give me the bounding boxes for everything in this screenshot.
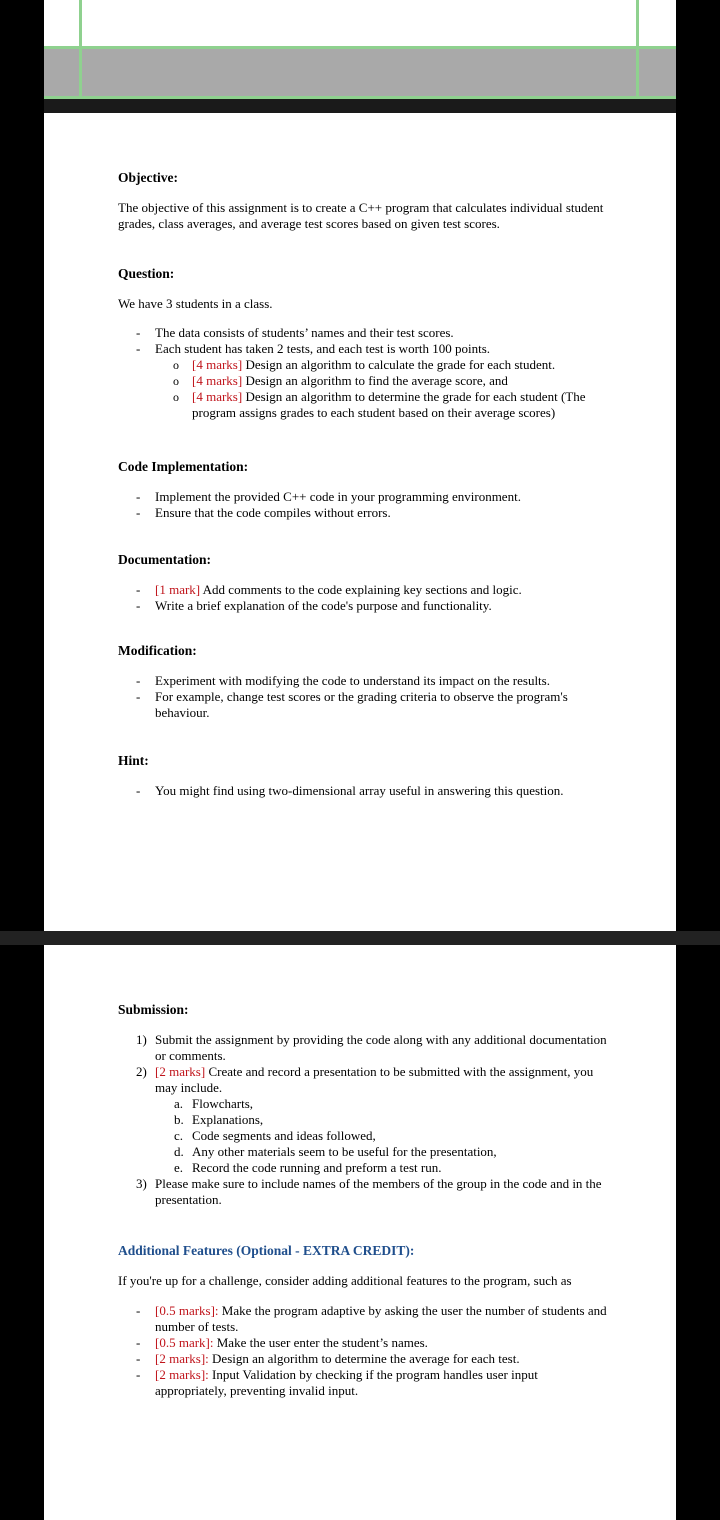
hint-heading: Hint: — [118, 753, 149, 768]
question-bullets — [118, 325, 608, 357]
sheet-gridline — [16, 96, 676, 99]
page-gap — [0, 931, 720, 945]
objective-heading: Objective: — [118, 170, 178, 185]
hint-bullets — [118, 783, 608, 799]
modification-section — [118, 643, 608, 721]
list-item: c. Code segments and ideas followed, — [174, 1128, 376, 1143]
list-item: a. Flowcharts, — [174, 1096, 254, 1111]
list-item: - Ensure that the code compiles without errors. — [118, 505, 608, 521]
submission-heading: Submission: — [118, 1002, 189, 1017]
list-item: - Write a brief explanation of the code's purpose and functionality. — [118, 598, 608, 614]
document-page-2 — [44, 945, 676, 1520]
submission-sublist — [118, 1096, 608, 1176]
submission-list-cont — [118, 1176, 608, 1208]
sheet-gridline — [16, 46, 676, 49]
question-heading: Question: — [118, 266, 175, 281]
additional-features-heading: Additional Features (Optional - EXTRA CREDIT): — [118, 1243, 415, 1258]
list-item: - Experiment with modifying the code to understand its impact on the results. — [118, 673, 608, 689]
documentation-section — [118, 552, 608, 614]
documentation-bullets — [118, 582, 608, 614]
list-item: 3) Please make sure to include names of the members of the group in the code and in the presentation. — [136, 1176, 602, 1207]
document-page-1 — [44, 113, 676, 931]
sheet-row-gray — [16, 48, 676, 96]
list-item: - [2 marks]: Design an algorithm to determine the average for each test. — [118, 1351, 608, 1367]
hint-section — [118, 753, 608, 799]
question-section — [118, 266, 608, 421]
list-item: - You might find using two-dimensional array useful in answering this question. — [118, 783, 608, 799]
objective-text: The objective of this assignment is to create a C++ program that calculates individual student grades, class averages, and average test scores based on given test scores. — [118, 200, 604, 231]
list-item: 2) [2 marks] Create and record a presentation to be submitted with the assignment, you may include. — [136, 1064, 594, 1095]
question-subitems — [118, 357, 608, 421]
submission-section — [118, 1002, 608, 1208]
list-item: e. Record the code running and preform a test run. — [174, 1160, 442, 1175]
additional-features-list — [118, 1303, 608, 1399]
list-item: d. Any other materials seem to be useful for the presentation, — [174, 1144, 497, 1159]
list-item: - The data consists of students’ names and their test scores. — [118, 325, 608, 341]
viewer-margin-right — [676, 0, 720, 1520]
code-implementation-bullets — [118, 489, 608, 521]
additional-features-section — [118, 1243, 608, 1399]
list-item: - Implement the provided C++ code in your programming environment. — [118, 489, 608, 505]
list-item: - [1 mark] Add comments to the code explaining key sections and logic. — [118, 582, 608, 598]
list-item: - [2 marks]: Input Validation by checking if the program handles user input appropriately, preventing invalid input. — [118, 1367, 608, 1399]
sheet-gridline — [79, 0, 82, 98]
list-item: o [4 marks] Design an algorithm to determine the grade for each student (The program assigns grades to each student based on their average scores) — [118, 389, 608, 421]
documentation-heading: Documentation: — [118, 552, 211, 567]
submission-list — [118, 1032, 608, 1096]
modification-bullets — [118, 673, 608, 721]
list-item: - [0.5 mark]: Make the user enter the student’s names. — [118, 1335, 608, 1351]
viewer-margin-left — [0, 0, 44, 1520]
list-item: b. Explanations, — [174, 1112, 264, 1127]
list-item: o [4 marks] Design an algorithm to calculate the grade for each student. — [118, 357, 608, 373]
modification-heading: Modification: — [118, 643, 197, 658]
sheet-row-white — [16, 0, 676, 48]
question-intro: We have 3 students in a class. — [118, 296, 273, 311]
sheet-gridline — [636, 0, 639, 98]
list-item: - [0.5 marks]: Make the program adaptive by asking the user the number of students and number of tests. — [118, 1303, 608, 1335]
code-implementation-heading: Code Implementation: — [118, 459, 249, 474]
additional-intro: If you're up for a challenge, consider adding additional features to the program, such as — [118, 1273, 572, 1288]
list-item: - For example, change test scores or the grading criteria to observe the program's behaviour. — [118, 689, 608, 721]
list-item: o [4 marks] Design an algorithm to find the average score, and — [118, 373, 608, 389]
list-item: - Each student has taken 2 tests, and each test is worth 100 points. — [118, 341, 608, 357]
list-item: 1) Submit the assignment by providing the code along with any additional documentation or comments. — [136, 1032, 607, 1063]
objective-section — [118, 170, 608, 232]
code-implementation-section — [118, 459, 608, 521]
